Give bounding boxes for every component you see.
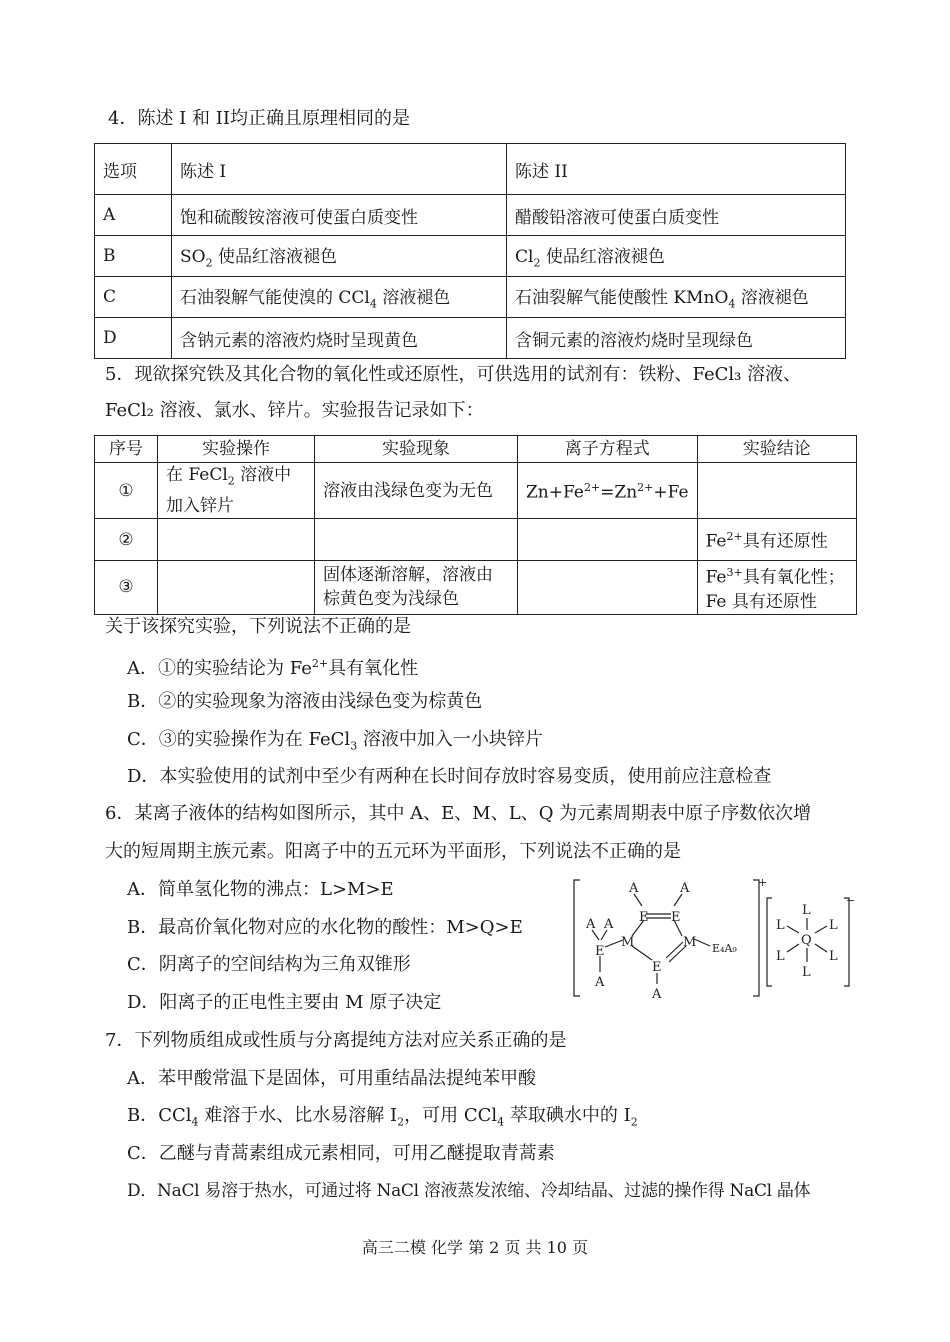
superscript: 2+ [637,481,654,495]
table-cell [158,561,315,615]
table-cell [697,519,856,561]
table-cell: 固体逐渐溶解，溶液由棕黄色变为浅绿色 [315,561,518,615]
table-row [95,519,857,561]
atom-label: L [829,918,838,933]
atom-label: A [586,917,596,932]
text: Fe [705,531,727,552]
ionic-liquid-structure [570,876,860,1001]
q6-option-a: A．简单氢化物的沸点：L>M>E [127,879,394,900]
atom-label: A [595,975,605,990]
q5-stem-line2: FeCl₂ 溶液、氯水、锌片。实验报告记录如下： [105,400,484,421]
table-row [95,236,846,277]
text: 具有还原性 [742,531,828,552]
q7-option-b [127,1105,638,1134]
table-cell [507,236,846,277]
charge-plus: + [758,876,768,889]
subscript: 2 [227,474,235,488]
text: SO [180,247,206,268]
q4-table [94,143,846,359]
q5-ask: 关于该探究实验，下列说法不正确的是 [105,616,411,637]
text: 在 FeCl [166,465,228,486]
table-cell [172,236,507,277]
atom-label: A [680,881,690,896]
superscript: 3+ [726,566,743,579]
text: 具有氧化性； [742,567,845,588]
table-cell: 实验操作 [158,436,315,463]
text: 溶液中加入一小块锌片 [357,729,543,750]
table-cell: 陈述 II [507,144,846,195]
text: 石油裂解气能使溴的 CCl [180,288,370,309]
q6-stem-line1: 6．某离子液体的结构如图所示，其中 A、E、M、L、Q 为元素周期表中原子序数依次增 [105,803,812,824]
table-row [95,277,846,318]
atom-label: L [776,949,785,964]
atom-label: Q [801,933,812,948]
text: 溶液褪色 [735,288,809,309]
table-cell: D [95,318,172,359]
q6-option-c: C．阴离子的空间结构为三角双锥形 [127,954,411,975]
superscript: 2+ [311,657,329,670]
atom-label: A [604,917,614,932]
page-footer: 高三二模 化学 第 2 页 共 10 页 [361,1238,589,1257]
q6-option-d: D．阳离子的正电性主要由 M 原子决定 [127,992,442,1013]
atom-label: L [802,965,811,980]
text: 溶液褪色 [376,288,451,309]
atom-label: L [829,949,838,964]
superscript: 2+ [726,530,743,544]
text: Cl [515,247,534,268]
table-cell: 实验结论 [697,436,856,463]
text: 使品红溶液褪色 [212,247,337,268]
atom-label: M [683,935,697,950]
subscript: 2 [630,1115,638,1129]
table-cell [172,277,507,318]
subscript: 4 [369,297,377,311]
text: +Fe [653,482,689,503]
q7-option-d: D．NaCl 易溶于热水，可通过将 NaCl 溶液蒸发浓缩、冷却结晶、过滤的操作得 NaCl 晶体 [127,1181,811,1201]
text: 使品红溶液褪色 [540,247,665,268]
atom-label: E [671,910,681,925]
table-cell: 含钠元素的溶液灼烧时呈现黄色 [172,318,507,359]
table-header-row [95,436,857,463]
table-cell: 含铜元素的溶液灼烧时呈现绿色 [507,318,846,359]
text: Fe [705,567,727,588]
table-cell: C [95,277,172,318]
subscript: 2 [533,256,541,270]
table-row [95,561,857,615]
q5-stem-line1: 5．现欲探究铁及其化合物的氧化性或还原性，可供选用的试剂有：铁粉、FeCl₃ 溶液、 [105,364,802,385]
table-cell [697,463,856,519]
table-cell [158,519,315,561]
atom-label: L [802,903,811,918]
q6-stem-line2: 大的短周期主族元素。阳离子中的五元环为平面形，下列说法不正确的是 [105,841,681,862]
atom-label: E [652,960,662,975]
text: 溶液中加入锌片 [166,465,292,516]
subscript: 4 [191,1115,199,1129]
q5-table [94,435,857,615]
table-cell: 陈述 I [172,144,507,195]
table-cell: 实验现象 [315,436,518,463]
table-cell: 醋酸铅溶液可使蛋白质变性 [507,195,846,236]
atom-label: A [652,987,662,1001]
table-cell: 饱和硫酸铵溶液可使蛋白质变性 [172,195,507,236]
text: ，可用 CCl [404,1105,498,1126]
subscript: 4 [497,1115,505,1129]
q6-option-b: B．最高价氧化物对应的水化物的酸性：M>Q>E [127,917,523,938]
text: B．CCl [127,1105,192,1126]
atom-label: E [639,910,649,925]
table-cell: ③ [95,561,158,615]
text: =Zn [600,482,638,503]
atom-label: M [621,935,635,950]
q5-option-c [127,729,543,758]
subscript: 3 [350,739,358,753]
text: 难溶于水、比水易溶解 I [198,1105,398,1126]
table-cell: ② [95,519,158,561]
table-row [95,463,857,519]
q7-option-c: C．乙醚与青蒿素组成元素相同，可用乙醚提取青蒿素 [127,1143,555,1164]
table-cell [315,519,518,561]
table-cell: A [95,195,172,236]
subscript: 4 [728,297,736,311]
table-row [95,195,846,236]
table-cell [518,561,698,615]
table-cell [518,463,698,519]
table-cell: B [95,236,172,277]
atom-label: E [595,944,605,959]
atom-label: A [629,881,639,896]
text [706,561,848,590]
q5-option-b: B．②的实验现象为溶液由浅绿色变为棕黄色 [127,691,483,712]
text: 石油裂解气能使酸性 KMnO [515,288,729,309]
atom-label: L [776,918,785,933]
table-cell [518,519,698,561]
table-cell: ① [95,463,158,519]
q5-option-a [127,653,418,680]
table-cell: 溶液由浅绿色变为无色 [315,463,518,519]
table-header-row [95,144,846,195]
charge-minus: − [846,894,856,907]
text: 萃取碘水中的 I [504,1105,631,1126]
text: A．①的实验结论为 Fe [127,658,312,679]
subscript: 2 [397,1115,405,1129]
q7-option-a: A．苯甲酸常温下是固体，可用重结晶法提纯苯甲酸 [127,1068,536,1089]
text: C．③的实验操作为在 FeCl [127,729,351,750]
q7-stem: 7．下列物质组成或性质与分离提纯方法对应关系正确的是 [105,1030,567,1051]
table-row [95,318,846,359]
text: Fe 具有还原性 [705,591,817,612]
table-cell: 离子方程式 [518,436,698,463]
subscript: 2 [205,256,213,270]
table-cell: 选项 [95,144,172,195]
table-cell [507,277,846,318]
text: Zn+Fe [526,482,584,503]
table-cell [697,561,856,615]
table-cell: 序号 [95,436,158,463]
text: 具有氧化性 [328,658,419,679]
substituent-label: E₄A₉ [712,942,737,955]
q5-option-d: D．本实验使用的试剂中至少有两种在长时间存放时容易变质，使用前应注意检查 [127,766,772,787]
q4-stem: 4．陈述 I 和 II均正确且原理相同的是 [108,108,410,129]
superscript: 2+ [583,481,601,495]
table-cell [158,463,315,519]
